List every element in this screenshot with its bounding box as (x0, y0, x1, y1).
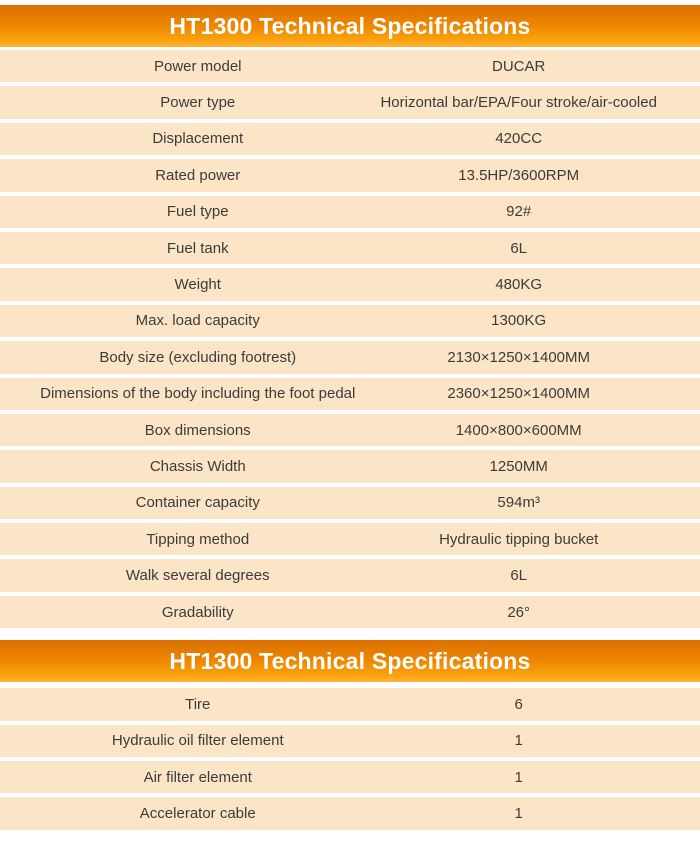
spec-value: 2360×1250×1400MM (447, 385, 590, 403)
spec-label: Power type (160, 94, 236, 112)
spec-value-cell (396, 422, 642, 439)
spec-value-cell (396, 276, 642, 293)
spec-value-cell (396, 531, 642, 548)
spec-value: DUCAR (492, 57, 546, 75)
spec-label: Max. load capacity (135, 312, 260, 330)
table-row (0, 268, 700, 300)
spec-value: 594m³ (497, 494, 540, 512)
table-row (0, 50, 700, 82)
spec-value-cell (380, 94, 657, 112)
table-row (0, 725, 700, 757)
spec-value: 1 (514, 805, 523, 823)
spec-value: Horizontal bar/EPA/Four stroke/air-cooled (380, 94, 657, 112)
spec-label-cell (0, 567, 396, 584)
spec-value: 480KG (495, 276, 543, 294)
spec-value: 1 (514, 768, 523, 786)
table-row (0, 123, 700, 155)
table-row (0, 450, 700, 482)
spec-value-cell (396, 58, 642, 75)
table-row (0, 305, 700, 337)
spec-label: Body size (excluding footrest) (99, 348, 297, 366)
spec-label-cell (0, 769, 396, 786)
spec-label-cell (0, 422, 396, 439)
spec-value-cell (396, 349, 642, 366)
spec-value-cell (396, 458, 642, 475)
spec-label-cell (0, 349, 396, 366)
table-row (0, 688, 700, 720)
spec-value: 6L (510, 567, 528, 585)
spec-label: Displacement (152, 130, 244, 148)
spec-label-cell (0, 276, 396, 293)
spec-value: 13.5HP/3600RPM (458, 166, 580, 184)
spec-value-cell (396, 203, 642, 220)
spec-label: Gradability (161, 603, 234, 621)
spec-label: Fuel type (166, 203, 229, 221)
table-row (0, 378, 700, 410)
spec-value: Hydraulic tipping bucket (439, 530, 599, 548)
spec-label: Rated power (155, 166, 241, 184)
table-row (0, 341, 700, 373)
table-row (0, 232, 700, 264)
spec-label-cell (0, 696, 396, 713)
spec-label-cell (0, 604, 396, 621)
section-title: HT1300 Technical Specifications (169, 647, 531, 674)
spec-value: 92# (506, 203, 532, 221)
spec-value-cell (396, 604, 642, 621)
spec-label: Tire (185, 695, 211, 713)
spec-label-cell (0, 494, 396, 511)
spec-value-cell (396, 567, 642, 584)
spec-label-cell (0, 240, 396, 257)
spec-label-cell (0, 458, 396, 475)
spec-value: 26° (507, 603, 531, 621)
spec-label-cell (0, 167, 396, 184)
spec-label: Air filter element (143, 768, 252, 786)
spec-value: 1300KG (491, 312, 547, 330)
spec-table-engine (0, 50, 700, 628)
table-row (0, 196, 700, 228)
spec-value-cell (396, 732, 642, 749)
spec-value-cell (396, 167, 642, 184)
spec-value-cell (396, 240, 642, 257)
spec-label-cell (0, 531, 396, 548)
spec-value: 1 (514, 732, 523, 750)
table-row (0, 86, 700, 118)
table-row (0, 596, 700, 628)
table-row (0, 159, 700, 191)
spec-label: Weight (174, 276, 221, 294)
table-row (0, 487, 700, 519)
table-row (0, 761, 700, 793)
spec-label-cell (0, 732, 396, 749)
section-header-2 (0, 640, 700, 682)
spec-label: Walk several degrees (125, 567, 270, 585)
table-row (0, 797, 700, 829)
spec-label: Power model (153, 57, 242, 75)
spec-value: 1250MM (489, 457, 548, 475)
table-row (0, 559, 700, 591)
table-row (0, 414, 700, 446)
spec-label-cell (0, 312, 396, 329)
spec-label-cell (0, 203, 396, 220)
spec-value: 420CC (495, 130, 543, 148)
spec-table-parts (0, 688, 700, 830)
spec-label: Dimensions of the body including the foot pedal (40, 385, 356, 403)
spec-label: Accelerator cable (139, 805, 256, 823)
spec-label-cell (0, 58, 396, 75)
spec-value-cell (396, 130, 642, 147)
section-title: HT1300 Technical Specifications (169, 12, 531, 39)
spec-label: Box dimensions (144, 421, 251, 439)
spec-label-cell (0, 130, 396, 147)
spec-label: Container capacity (135, 494, 260, 512)
spec-label: Hydraulic oil filter element (111, 732, 284, 750)
spec-value: 6L (510, 239, 528, 257)
spec-value-cell (396, 312, 642, 329)
spec-value-cell (396, 494, 642, 511)
spec-value: 1400×800×600MM (455, 421, 582, 439)
spec-value-cell (396, 805, 642, 822)
spec-label: Tipping method (146, 530, 250, 548)
spec-value-cell (396, 696, 642, 713)
section-header-1 (0, 5, 700, 47)
spec-value-cell (396, 769, 642, 786)
spec-value: 6 (514, 695, 523, 713)
spec-value: 2130×1250×1400MM (447, 348, 590, 366)
spec-label-cell (0, 94, 396, 111)
spec-label-cell (0, 385, 396, 402)
spec-value-cell (396, 385, 642, 402)
spec-label-cell (0, 805, 396, 822)
spec-label: Chassis Width (149, 457, 246, 475)
spec-label: Fuel tank (166, 239, 229, 257)
table-row (0, 523, 700, 555)
